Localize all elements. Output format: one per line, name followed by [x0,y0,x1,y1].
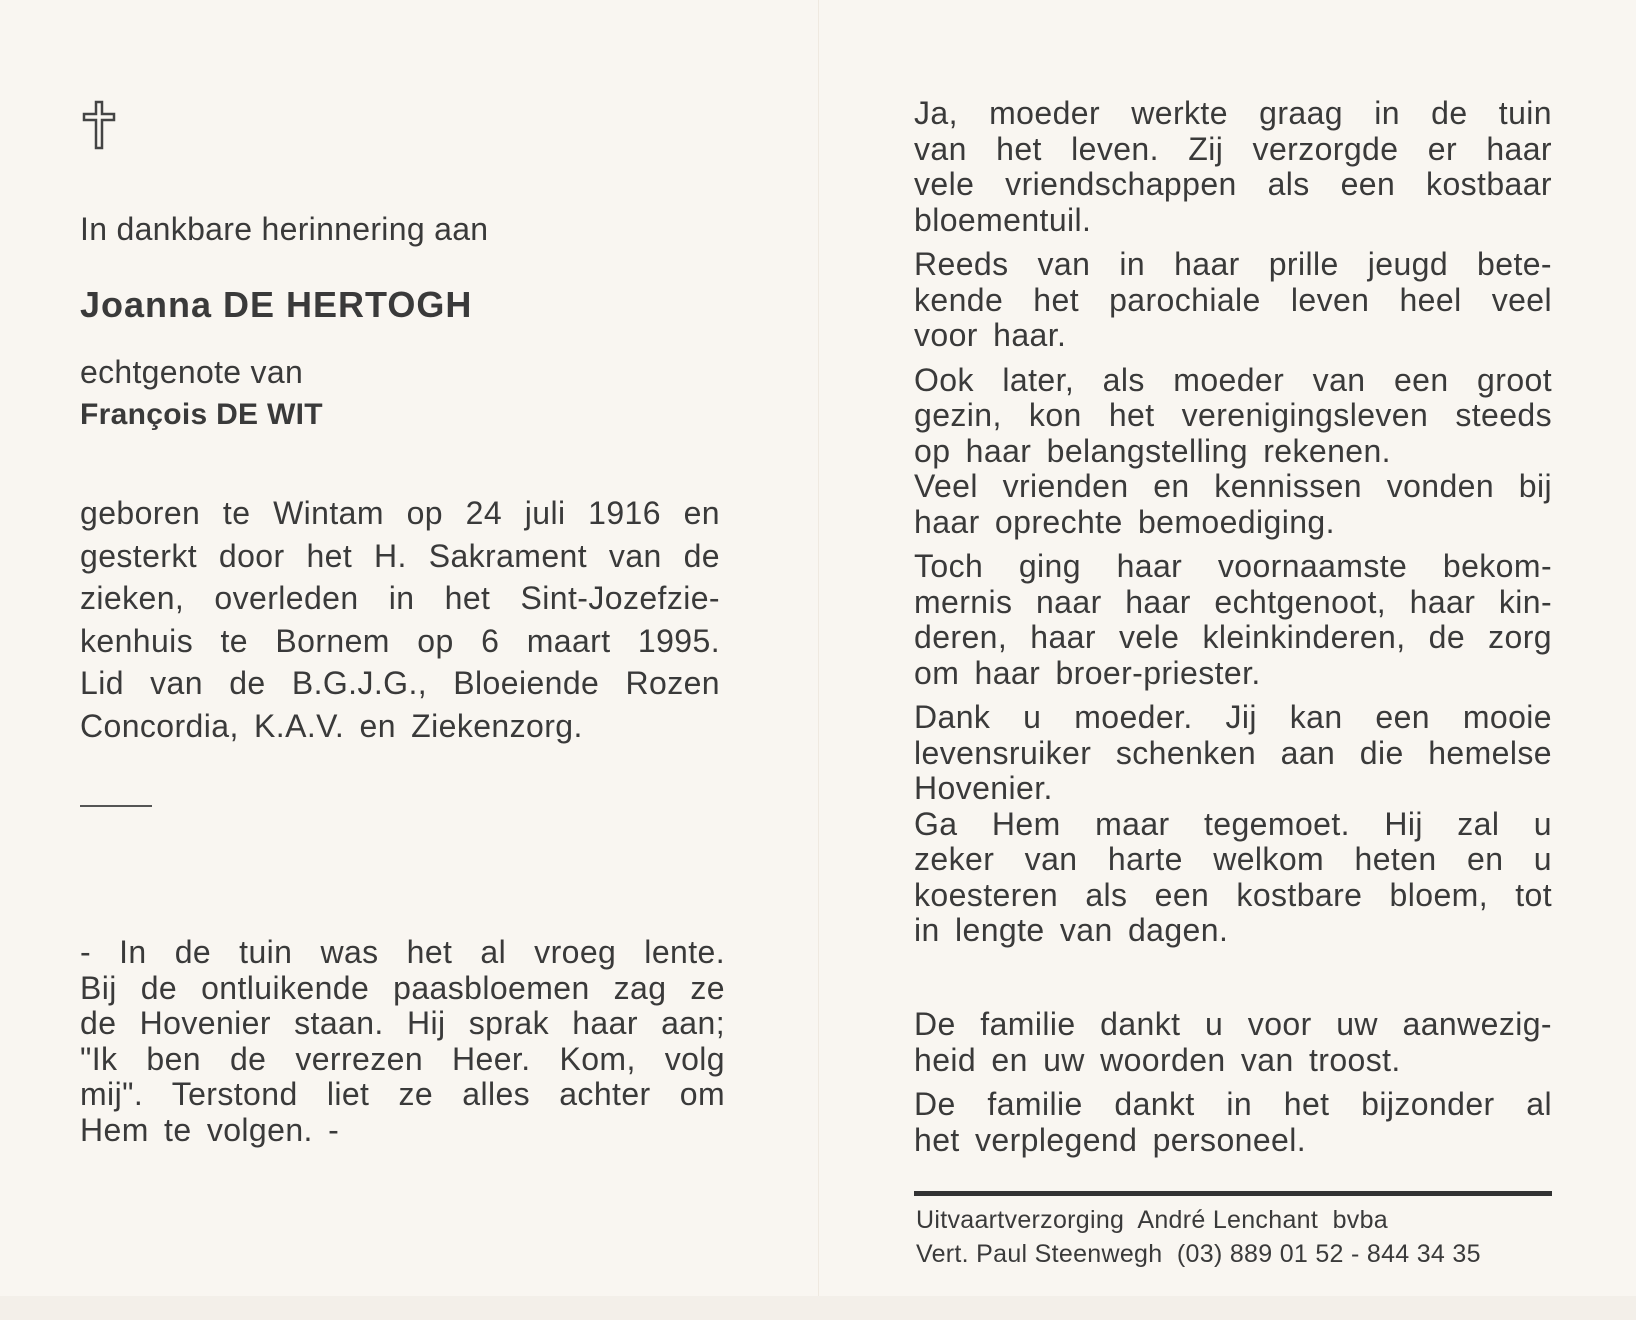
spouse-name: François DE WIT [80,398,323,431]
text-line: op haar belangstelling rekenen. [914,432,1391,469]
fold-line [818,0,819,1300]
text-line: Toch ging haar voornaamste bekom- [914,548,1552,584]
poem-line: - In de tuin was het al vroeg lente. [80,934,725,970]
deceased-name: Joanna DE HERTOGH [80,284,473,325]
text-line: haar oprechte bemoediging. [914,503,1335,540]
tribute-text [914,96,1552,958]
paragraph [914,363,1552,541]
paragraph [914,700,1552,949]
text-line: Hovenier. [914,770,1053,806]
text-line: Ook later, als moeder van een groot [914,361,1552,398]
biography [80,492,720,747]
text-line: gezin, kon het verenigingsleven steeds [914,397,1552,433]
text-line: mernis naar haar echtgenoot, haar kin- [914,583,1552,620]
short-divider [80,805,152,807]
paragraph [914,549,1552,691]
text-line: De familie dankt in het bijzonder al [914,1086,1552,1122]
text-line: om haar broer-priester. [914,654,1261,691]
text-line: Reeds van in haar prille jeugd bete- [914,246,1552,282]
text-line: De familie dankt u voor uw aanwezig- [914,1006,1552,1042]
text-line: van het leven. Zij verzorgde er haar [914,130,1552,167]
bio-line: gesterkt door het H. Sakrament van de [80,537,720,574]
funeral-home: Uitvaartverzorging André Lenchant bvba [916,1206,1388,1234]
cross-icon [82,100,116,150]
text-line: in lengte van dagen. [914,912,1229,948]
printer-info: Vert. Paul Steenwegh (03) 889 01 52 - 844 34 35 [916,1240,1481,1268]
scan-edge [0,1296,1636,1320]
poem-line: Bij de ontluikende paasbloemen zag ze [80,969,725,1006]
spouse-intro: echtgenote van [80,354,304,390]
poem-line: Hem te volgen. - [80,1111,340,1148]
paragraph [914,1007,1552,1078]
text-line: vele vriendschappen als een kostbaar [914,166,1552,202]
text-line: zeker van harte welkom heten en u [914,841,1552,877]
paragraph [914,1087,1552,1158]
text-line: het verplegend personeel. [914,1121,1307,1158]
paragraph [914,96,1552,238]
bio-line: zieken, overleden in het Sint-Jozefzie- [80,580,720,616]
intro-text: In dankbare herinnering aan [80,211,489,247]
text-line: Dank u moeder. Jij kan een mooie [914,699,1552,735]
bio-line: kenhuis te Bornem op 6 maart 1995. [80,622,720,659]
thanks-text [914,1007,1552,1167]
poem-line: "Ik ben de verrezen Heer. Kom, volg [80,1040,725,1077]
bio-line: Lid van de B.G.J.G., Bloeiende Rozen [80,665,720,701]
text-line: Ja, moeder werkte graag in de tuin [914,95,1552,131]
text-line: heid en uw woorden van troost. [914,1041,1401,1078]
bio-line: geboren te Wintam op 24 juli 1916 en [80,495,720,531]
text-line: Ga Hem maar tegemoet. Hij zal u [914,805,1552,842]
poem-line: de Hovenier staan. Hij sprak haar aan; [80,1005,725,1041]
text-line: koesteren als een kostbare bloem, tot [914,876,1552,913]
footer-divider [914,1191,1552,1196]
text-line: bloementuil. [914,201,1092,238]
text-line: Veel vrienden en kennissen vonden bij [914,468,1552,504]
text-line: levensruiker schenken aan die hemelse [914,734,1552,771]
poem [80,935,725,1148]
text-line: deren, haar vele kleinkinderen, de zorg [914,619,1552,655]
bio-line: Concordia, K.A.V. en Ziekenzorg. [80,707,583,744]
text-line: kende het parochiale leven heel veel [914,281,1552,318]
poem-line: mij". Terstond liet ze alles achter om [80,1076,725,1112]
text-line: voor haar. [914,317,1067,353]
paragraph [914,247,1552,354]
